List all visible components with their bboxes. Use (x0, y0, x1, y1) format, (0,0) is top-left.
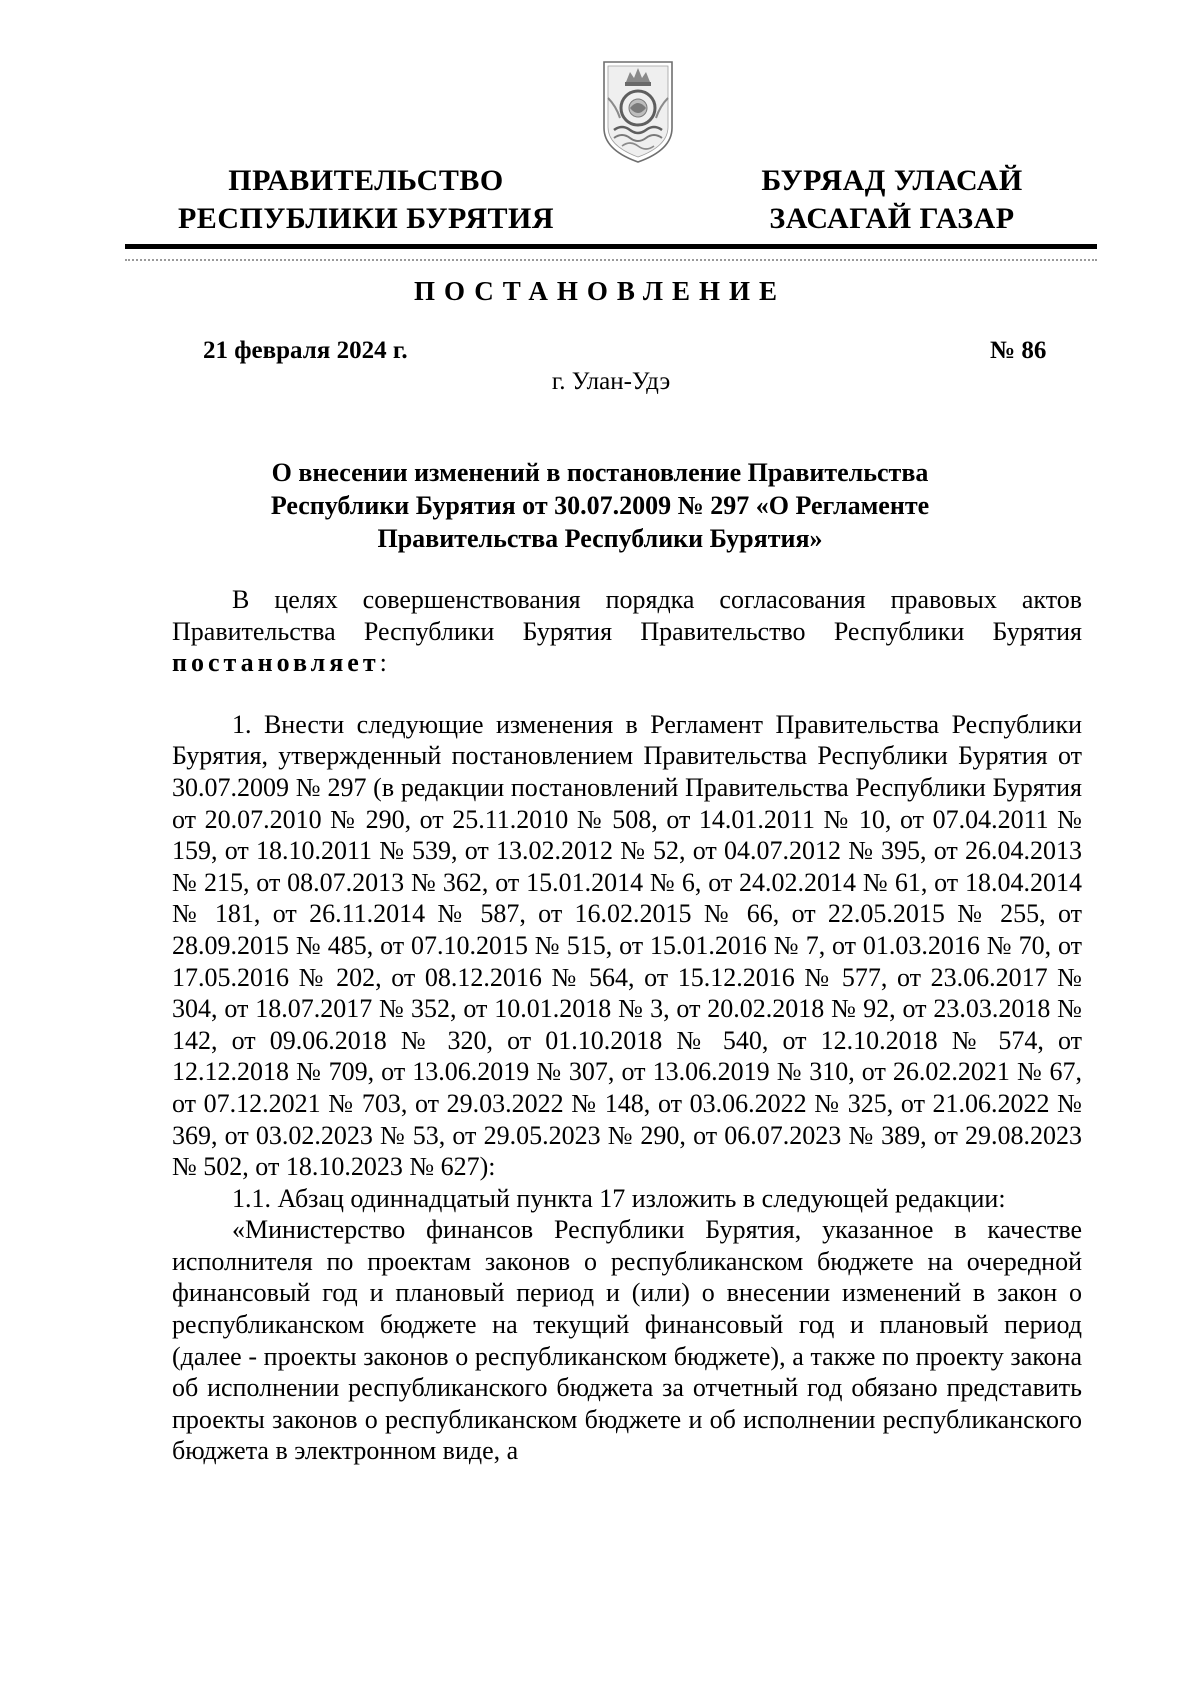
document-title (172, 456, 1028, 555)
government-name-russian (176, 162, 556, 238)
government-name-line-1: ПРАВИТЕЛЬСТВО (228, 164, 504, 197)
document-type: ПОСТАНОВЛЕНИЕ (413, 276, 787, 306)
government-name-buryat (742, 162, 1042, 238)
header-divider-dotted (125, 259, 1097, 261)
document-title-line-2: Республики Бурятия от 30.07.2009 № 297 «О Регламенте (270, 491, 930, 520)
item-1-paragraph: 1. Внести следующие изменения в Регламент Правительства Республики Бурятия, утвержденный постановлением Правительства Республики Бурятия от 30.07.2009 № 297 (в редакции постановлений Правительства Республики Бурятия от 20.07.2010 № 290, от 25.11.2010 № 508, от 14.01.2011 № 10, от 07.04.2011 № 159, от 18.10.2011 № 539, от 13.02.2012 № 52, от 04.07.2012 № 395, от 26.04.2013 № 215, от 08.07.2013 № 362, от 15.01.2014 № 6, от 24.02.2014 № 61, от 18.04.2014 № 181, от 26.11.2014 № 587, от 16.02.2015 № 66, от 22.05.2015 № 255, от 28.09.2015 № 485, от 07.10.2015 № 515, от 15.01.2016 № 7, от 01.03.2016 № 70, от 17.05.2016 № 202, от 08.12.2016 № 564, от 15.12.2016 № 577, от 23.06.2017 № 304, от 18.07.2017 № 352, от 10.01.2018 № 3, от 20.02.2018 № 92, от 23.03.2018 № 142, от 09.06.2018 № 320, от 01.10.2018 № 540, от 12.10.2018 № 574, от 12.12.2018 № 709, от 13.06.2019 № 307, от 13.06.2019 № 310, от 26.02.2021 № 67, от 07.12.2021 № 703, от 29.03.2022 № 148, от 03.06.2022 № 325, от 21.06.2022 № 369, от 03.02.2023 № 53, от 29.05.2023 № 290, от 06.07.2023 № 389, от 29.08.2023 № 502, от 18.10.2023 № 627): (172, 709, 1082, 1182)
header-divider-thick (125, 244, 1097, 249)
preamble-paragraph (172, 584, 1082, 679)
buryat-name-line-1: БУРЯАД УЛАСАЙ (761, 164, 1023, 197)
document-body (172, 584, 1082, 1467)
document-date: 21 февраля 2024 г. (203, 337, 408, 364)
resolves-colon: : (379, 648, 387, 678)
resolves-word: постановляет (172, 648, 380, 678)
document-city: г. Улан-Удэ (551, 368, 671, 395)
government-name-line-2: РЕСПУБЛИКИ БУРЯТИЯ (177, 202, 555, 235)
item-1-1-paragraph: 1.1. Абзац одиннадцатый пункта 17 изложить в следующей редакции: (232, 1183, 1006, 1213)
buryat-name-line-2: ЗАСАГАЙ ГАЗАР (769, 202, 1015, 235)
document-title-line-3: Правительства Республики Бурятия» (377, 524, 823, 553)
preamble-text: В целях совершенствования порядка согласования правовых актов Правительства Республики Бурятия Правительство Республики Бурятия (172, 585, 1082, 646)
coat-of-arms-icon (600, 58, 676, 166)
quote-paragraph: «Министерство финансов Республики Бурятия, указанное в качестве исполнителя по проектам законов о республиканском бюджете на очередной финансовый год и плановый период и (или) о внесении изменений в закон о республиканском бюджете на текущий финансовый год и плановый период (далее - проекты законов о республиканском бюджете), а также по проекту закона об исполнении республиканского бюджета за отчетный год обязано представить проекты законов о республиканском бюджете и об исполнении республиканского бюджета в электронном виде, а (172, 1215, 1082, 1466)
document-number: № 86 (990, 337, 1047, 364)
document-title-line-1: О внесении изменений в постановление Правительства (271, 458, 929, 487)
